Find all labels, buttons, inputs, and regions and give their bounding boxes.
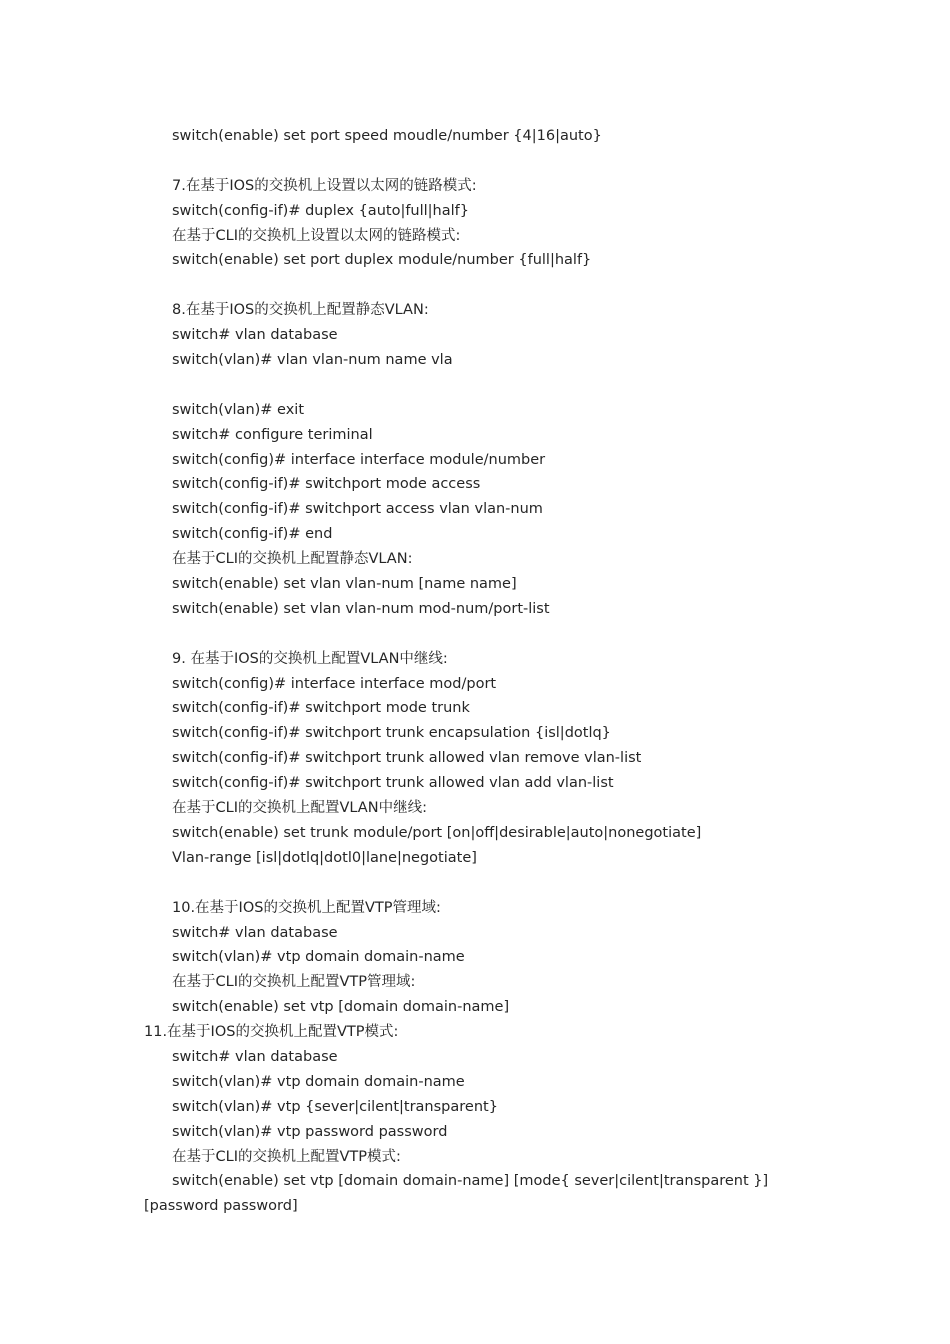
command-line: switch(vlan)# vtp domain domain-name [172,949,465,966]
command-line: [password password] [144,1198,298,1215]
command-line: switch(config-if)# switchport trunk allowed vlan add vlan-list [172,775,614,792]
command-line: switch(enable) set trunk module/port [on|off|desirable|auto|nonegotiate] [172,824,702,841]
command-line: switch(config)# interface interface module/number [172,451,546,468]
command-line: switch(config-if)# end [172,526,333,543]
command-line: switch(config-if)# switchport trunk allowed vlan remove vlan-list [172,750,642,767]
command-line: switch# configure teriminal [172,426,373,443]
section-heading-line: 在基于CLI的交换机上配置VLAN中继线: [172,800,427,817]
command-line: switch# vlan database [172,327,338,344]
section-heading-line: 7.在基于IOS的交换机上设置以太网的链路模式: [172,177,477,194]
command-line: switch(config-if)# switchport mode access [172,476,481,493]
command-line: switch(config)# interface interface mod/port [172,675,497,692]
command-line: switch(vlan)# vtp {sever|cilent|transparent} [172,1098,498,1115]
command-line: switch(enable) set vlan vlan-num mod-num/port-list [172,600,550,617]
section-heading-line: 在基于CLI的交换机上配置VTP管理域: [172,974,416,991]
command-line: switch(config-if)# switchport access vlan vlan-num [172,501,543,518]
command-line: switch(vlan)# vtp password password [172,1123,448,1140]
command-line: switch# vlan database [172,924,338,941]
command-line: switch(enable) set port duplex module/number {full|half} [172,252,592,269]
command-line: switch(config-if)# switchport trunk encapsulation {isl|dotlq} [172,725,611,742]
section-heading-line: 在基于CLI的交换机上设置以太网的链路模式: [172,227,461,244]
document-body [0,124,950,1219]
command-line: switch(enable) set vlan vlan-num [name name] [172,576,517,593]
command-line: switch(enable) set vtp [domain domain-name] [172,999,510,1016]
command-line: switch# vlan database [172,1048,338,1065]
section-heading-line: 11.在基于IOS的交换机上配置VTP模式: [144,1024,399,1041]
command-line: switch(enable) set port speed moudle/number {4|16|auto} [172,128,602,144]
blank-line [0,373,950,398]
section-heading-line: 在基于CLI的交换机上配置VTP模式: [172,1148,401,1165]
blank-line [0,622,950,647]
section-heading-line: 8.在基于IOS的交换机上配置静态VLAN: [172,302,429,319]
blank-line [0,273,950,298]
blank-line [0,149,950,174]
command-line: switch(config-if)# duplex {auto|full|half} [172,202,469,219]
command-line: switch(config-if)# switchport mode trunk [172,700,470,717]
section-heading-line: 10.在基于IOS的交换机上配置VTP管理域: [172,899,441,916]
command-line: switch(vlan)# exit [172,401,305,418]
command-line: Vlan-range [isl|dotlq|dotl0|lane|negotiate] [172,849,477,866]
section-heading-line: 在基于CLI的交换机上配置静态VLAN: [172,551,413,568]
command-line: switch(vlan)# vlan vlan-num name vla [172,352,453,369]
section-heading-line: 9. 在基于IOS的交换机上配置VLAN中继线: [172,650,448,667]
command-line: switch(vlan)# vtp domain domain-name [172,1073,465,1090]
blank-line [0,871,950,896]
command-line: switch(enable) set vtp [domain domain-name] [mode{ sever|cilent|transparent }] [172,1173,769,1190]
